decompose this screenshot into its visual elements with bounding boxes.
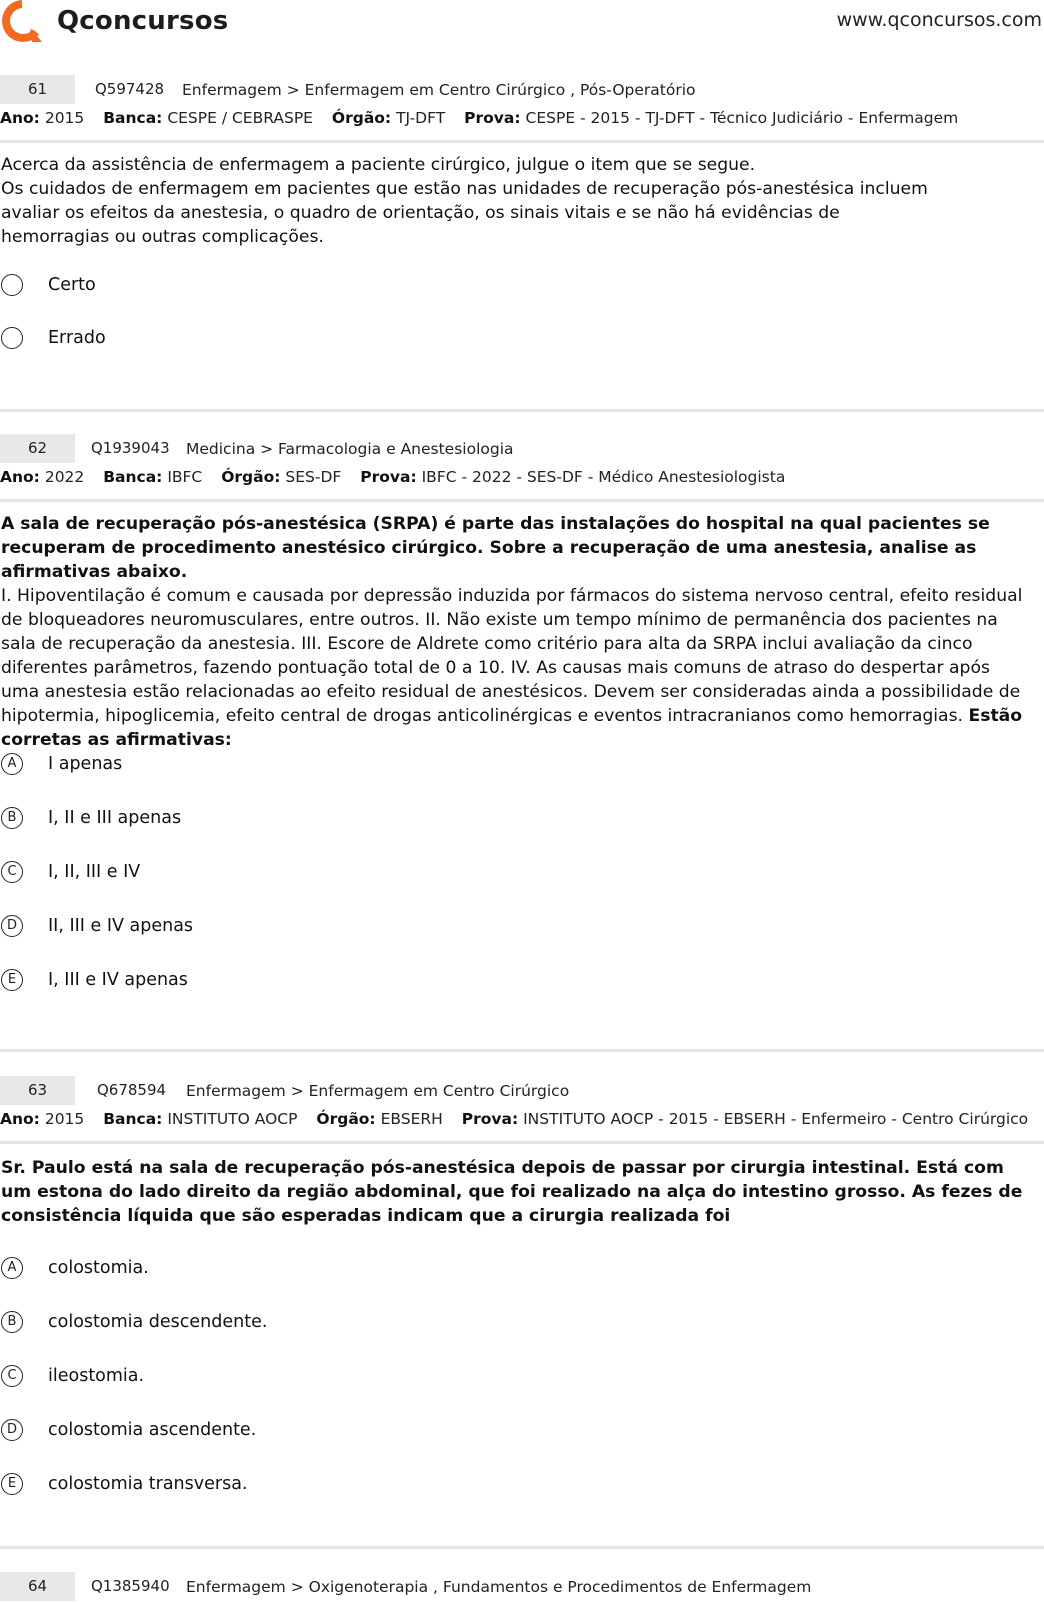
ano-value: 2015 (44, 109, 85, 127)
option-text[interactable]: colostomia ascendente. (48, 1420, 257, 1440)
radio-circle-icon[interactable] (1, 327, 23, 349)
radio-circle-icon[interactable] (1, 274, 23, 296)
ano-label: Ano: (0, 1110, 40, 1128)
question-intro: A sala de recuperação pós-anestésica (SRPA) é parte das instalações do hospital na qual pacientes se recuperam de procedimento anestésico cirúrgico. Sobre a recuperação de uma anestesia, analise as afirmativas abaixo. (1, 514, 990, 582)
question-number: 63 (0, 1076, 75, 1105)
qconcursos-logo-icon[interactable] (0, 0, 46, 44)
question-code[interactable]: Q1385940 (91, 1577, 170, 1595)
option-letter-circle[interactable]: C (1, 1365, 23, 1387)
question-subject[interactable]: Enfermagem > Enfermagem em Centro Cirúrgico (186, 1082, 570, 1100)
orgao-label: Órgão: (316, 1110, 376, 1128)
banca-label: Banca: (103, 468, 163, 486)
prova-label: Prova: (360, 468, 417, 486)
question-62 (0, 434, 1044, 990)
question-separator (0, 1049, 1044, 1052)
question-text (1, 153, 946, 249)
option-text[interactable]: colostomia descendente. (48, 1312, 268, 1332)
banca-label: Banca: (103, 1110, 163, 1128)
question-text (1, 1156, 1031, 1228)
prova-label: Prova: (464, 109, 521, 127)
question-code[interactable]: Q1939043 (91, 439, 170, 457)
ano-label: Ano: (0, 109, 40, 127)
question-code[interactable]: Q678594 (97, 1081, 167, 1099)
orgao-label: Órgão: (331, 109, 392, 127)
question-64 (0, 1572, 1044, 1602)
ano-label: Ano: (0, 468, 40, 486)
option-text[interactable]: I, II e III apenas (48, 808, 182, 828)
orgao-value: EBSERH (380, 1110, 443, 1128)
question-separator (0, 409, 1044, 412)
banca-value: IBFC (167, 468, 203, 486)
question-meta (0, 75, 1044, 105)
option-letter-circle[interactable]: B (1, 1311, 23, 1333)
option-letter-circle[interactable]: B (1, 807, 23, 829)
question-61 (0, 75, 1044, 348)
question-subject[interactable]: Enfermagem > Oxigenoterapia , Fundamentos e Procedimentos de Enfermagem (186, 1578, 812, 1596)
prova-value: CESPE - 2015 - TJ-DFT - Técnico Judiciário - Enfermagem (525, 109, 959, 127)
option-letter-circle[interactable]: E (1, 1473, 23, 1495)
question-separator (0, 1546, 1044, 1549)
ano-value: 2015 (44, 1110, 85, 1128)
question-intro: Acerca da assistência de enfermagem a paciente cirúrgico, julgue o item que se segue. (1, 155, 756, 175)
option-text[interactable]: ileostomia. (48, 1366, 145, 1386)
banca-value: CESPE / CEBRASPE (167, 109, 313, 127)
question-meta (0, 434, 1044, 464)
option-text[interactable]: I, II, III e IV (48, 862, 141, 882)
prova-value: IBFC - 2022 - SES-DF - Médico Anestesiologista (421, 468, 786, 486)
orgao-label: Órgão: (221, 468, 281, 486)
option-text[interactable]: Errado (48, 328, 106, 348)
ano-value: 2022 (44, 468, 85, 486)
prova-label: Prova: (461, 1110, 519, 1128)
option-letter-circle[interactable]: A (1, 753, 23, 775)
question-statement: Os cuidados de enfermagem em pacientes que estão nas unidades de recuperação pós-anestésica incluem avaliar os efeitos da anestesia, o quadro de orientação, os sinais vitais e se não há evidências de hemorragias ou outras complicações. (1, 179, 928, 247)
option-letter-circle[interactable]: D (1, 1419, 23, 1441)
question-number: 64 (0, 1572, 75, 1601)
question-statement (1, 584, 1031, 752)
statement-body: I. Hipoventilação é comum e causada por depressão induzida por fármacos do sistema nervoso central, efeito residual de bloqueadores neuromusculares, entre outros. II. Não existe um tempo mínimo de permanência dos pacientes na sala de recuperação da anestesia. III. Escore de Aldrete como critério para alta da SRPA inclui avaliação da cinco diferentes parâmetros, fazendo pontuação total de 0 a 10. IV. As causas mais comuns de atraso do despertar após uma anestesia estão relacionadas ao efeito residual de anestésicos. Devem ser consideradas ainda a possibilidade de hipotermia, hipoglicemia, efeito central de drogas anticolinérgicas e eventos intracranianos como hemorragias. (1, 586, 1023, 726)
question-number: 62 (0, 434, 75, 463)
logo-text[interactable]: Qconcursos (57, 6, 229, 36)
option-text[interactable]: colostomia transversa. (48, 1474, 248, 1494)
question-subject[interactable]: Enfermagem > Enfermagem em Centro Cirúrgico , Pós-Operatório (182, 81, 696, 99)
option-letter-circle[interactable]: D (1, 915, 23, 937)
option-letter-circle[interactable]: E (1, 969, 23, 991)
question-subject[interactable]: Medicina > Farmacologia e Anestesiologia (186, 440, 514, 458)
statement-prompt: Estão corretas as afirmativas: (1, 706, 1023, 750)
page-header (0, 0, 1044, 48)
banca-value: INSTITUTO AOCP (167, 1110, 298, 1128)
option-text[interactable]: II, III e IV apenas (48, 916, 194, 936)
question-info (0, 109, 972, 127)
option-letter-circle[interactable]: A (1, 1257, 23, 1279)
question-63 (0, 1076, 1044, 1494)
prova-value: INSTITUTO AOCP - 2015 - EBSERH - Enfermeiro - Centro Cirúrgico (523, 1110, 1029, 1128)
question-info (0, 1110, 1042, 1128)
option-letter-circle[interactable]: C (1, 861, 23, 883)
orgao-value: SES-DF (285, 468, 342, 486)
option-text[interactable]: colostomia. (48, 1258, 149, 1278)
question-number: 61 (0, 75, 75, 104)
option-text[interactable]: I apenas (48, 754, 123, 774)
orgao-value: TJ-DFT (396, 109, 446, 127)
divider (0, 140, 1044, 143)
option-text[interactable]: Certo (48, 275, 96, 295)
site-url[interactable]: www.qconcursos.com (836, 9, 1042, 31)
question-meta (0, 1076, 1044, 1106)
banca-label: Banca: (103, 109, 163, 127)
question-text (1, 512, 1031, 752)
question-intro: Sr. Paulo está na sala de recuperação pós-anestésica depois de passar por cirurgia intestinal. Está com um estona do lado direito da região abdominal, que foi realizado na alça do intestino grosso. As fezes de consistência líquida que são esperadas indicam que a cirurgia realizada foi (1, 1158, 1023, 1226)
question-info (0, 468, 799, 486)
question-meta (0, 1572, 1044, 1602)
divider (0, 499, 1044, 502)
divider (0, 1141, 1044, 1144)
option-text[interactable]: I, III e IV apenas (48, 970, 188, 990)
question-code[interactable]: Q597428 (95, 80, 165, 98)
